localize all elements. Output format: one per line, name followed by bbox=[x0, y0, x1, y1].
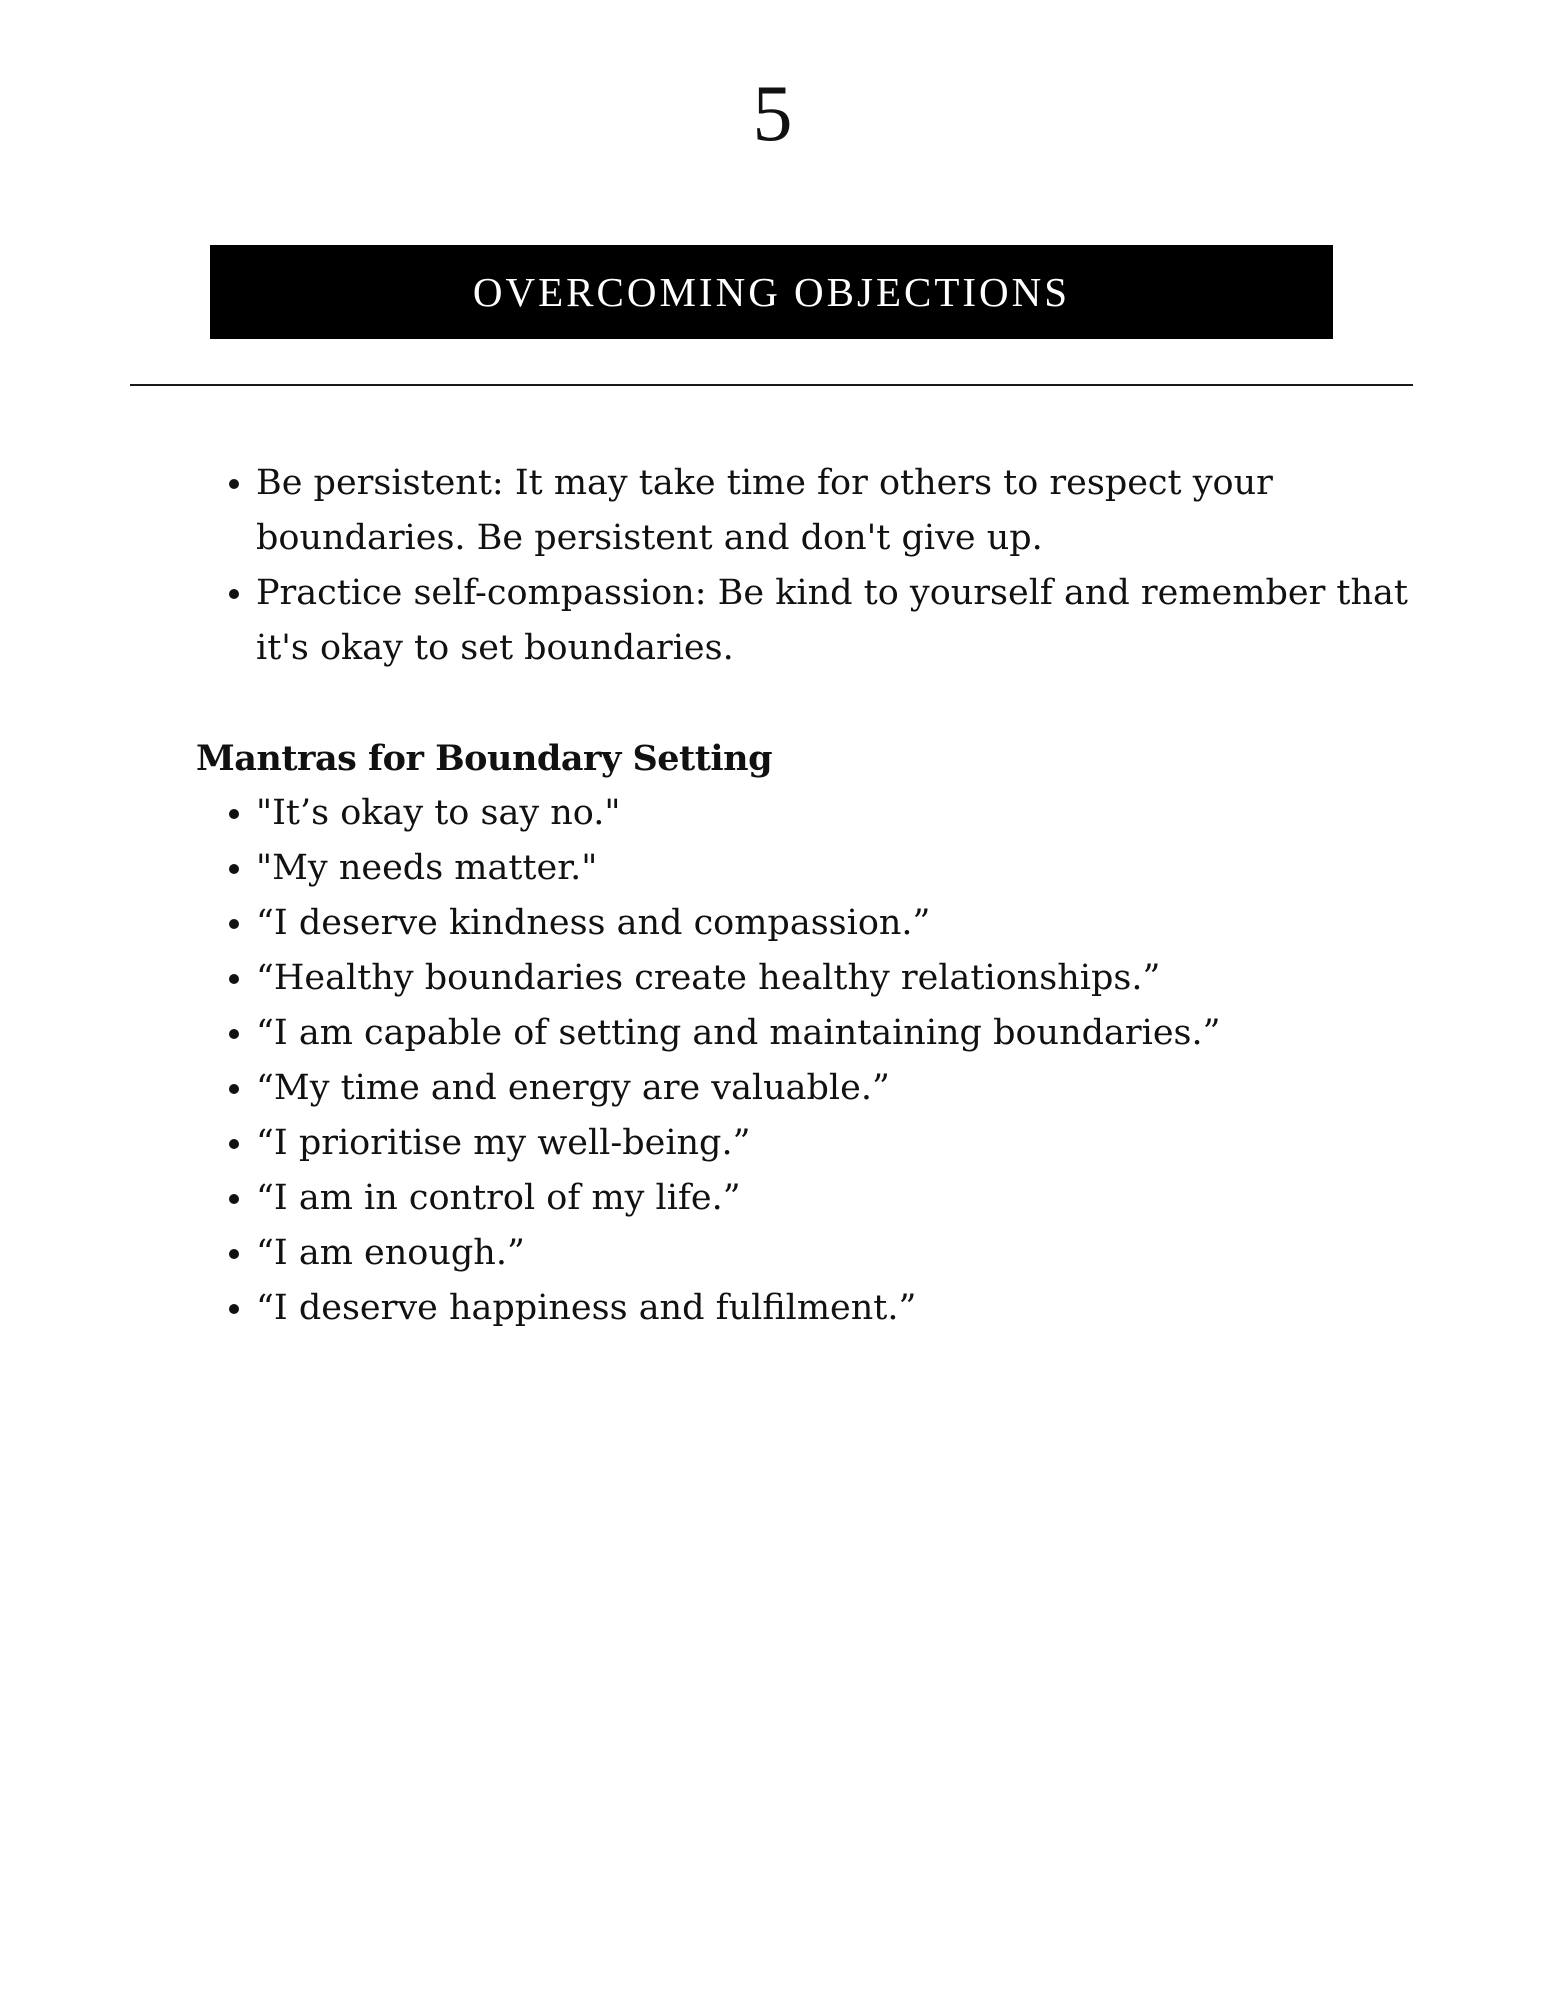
section-heading: Mantras for Boundary Setting bbox=[196, 738, 773, 779]
divider-rule bbox=[130, 384, 1413, 386]
list-item: • “My time and energy are valuable.” bbox=[256, 1061, 1416, 1116]
list-item: • Practice self-compassion: Be kind to yourself and remember that it's okay to set boundaries. bbox=[256, 566, 1416, 676]
tips-list bbox=[196, 456, 1416, 676]
list-item: • “I prioritise my well-being.” bbox=[256, 1116, 1416, 1171]
list-item: • "It’s okay to say no." bbox=[256, 786, 1416, 841]
list-item: • “I deserve happiness and fulfilment.” bbox=[256, 1281, 1416, 1336]
chapter-title: OVERCOMING OBJECTIONS bbox=[472, 269, 1071, 315]
mantras-list bbox=[196, 786, 1416, 1336]
list-item: • “I am capable of setting and maintaining boundaries.” bbox=[256, 1006, 1416, 1061]
list-item: • "My needs matter." bbox=[256, 841, 1416, 896]
page-number: 5 bbox=[752, 70, 793, 158]
list-item: • Be persistent: It may take time for others to respect your boundaries. Be persistent and don't give up. bbox=[256, 456, 1416, 566]
list-item: • “I am in control of my life.” bbox=[256, 1171, 1416, 1226]
page-body bbox=[196, 456, 1416, 1336]
chapter-banner bbox=[210, 245, 1333, 339]
list-item: • “I am enough.” bbox=[256, 1226, 1416, 1281]
list-item: • “I deserve kindness and compassion.” bbox=[256, 896, 1416, 951]
list-item: • “Healthy boundaries create healthy relationships.” bbox=[256, 951, 1416, 1006]
